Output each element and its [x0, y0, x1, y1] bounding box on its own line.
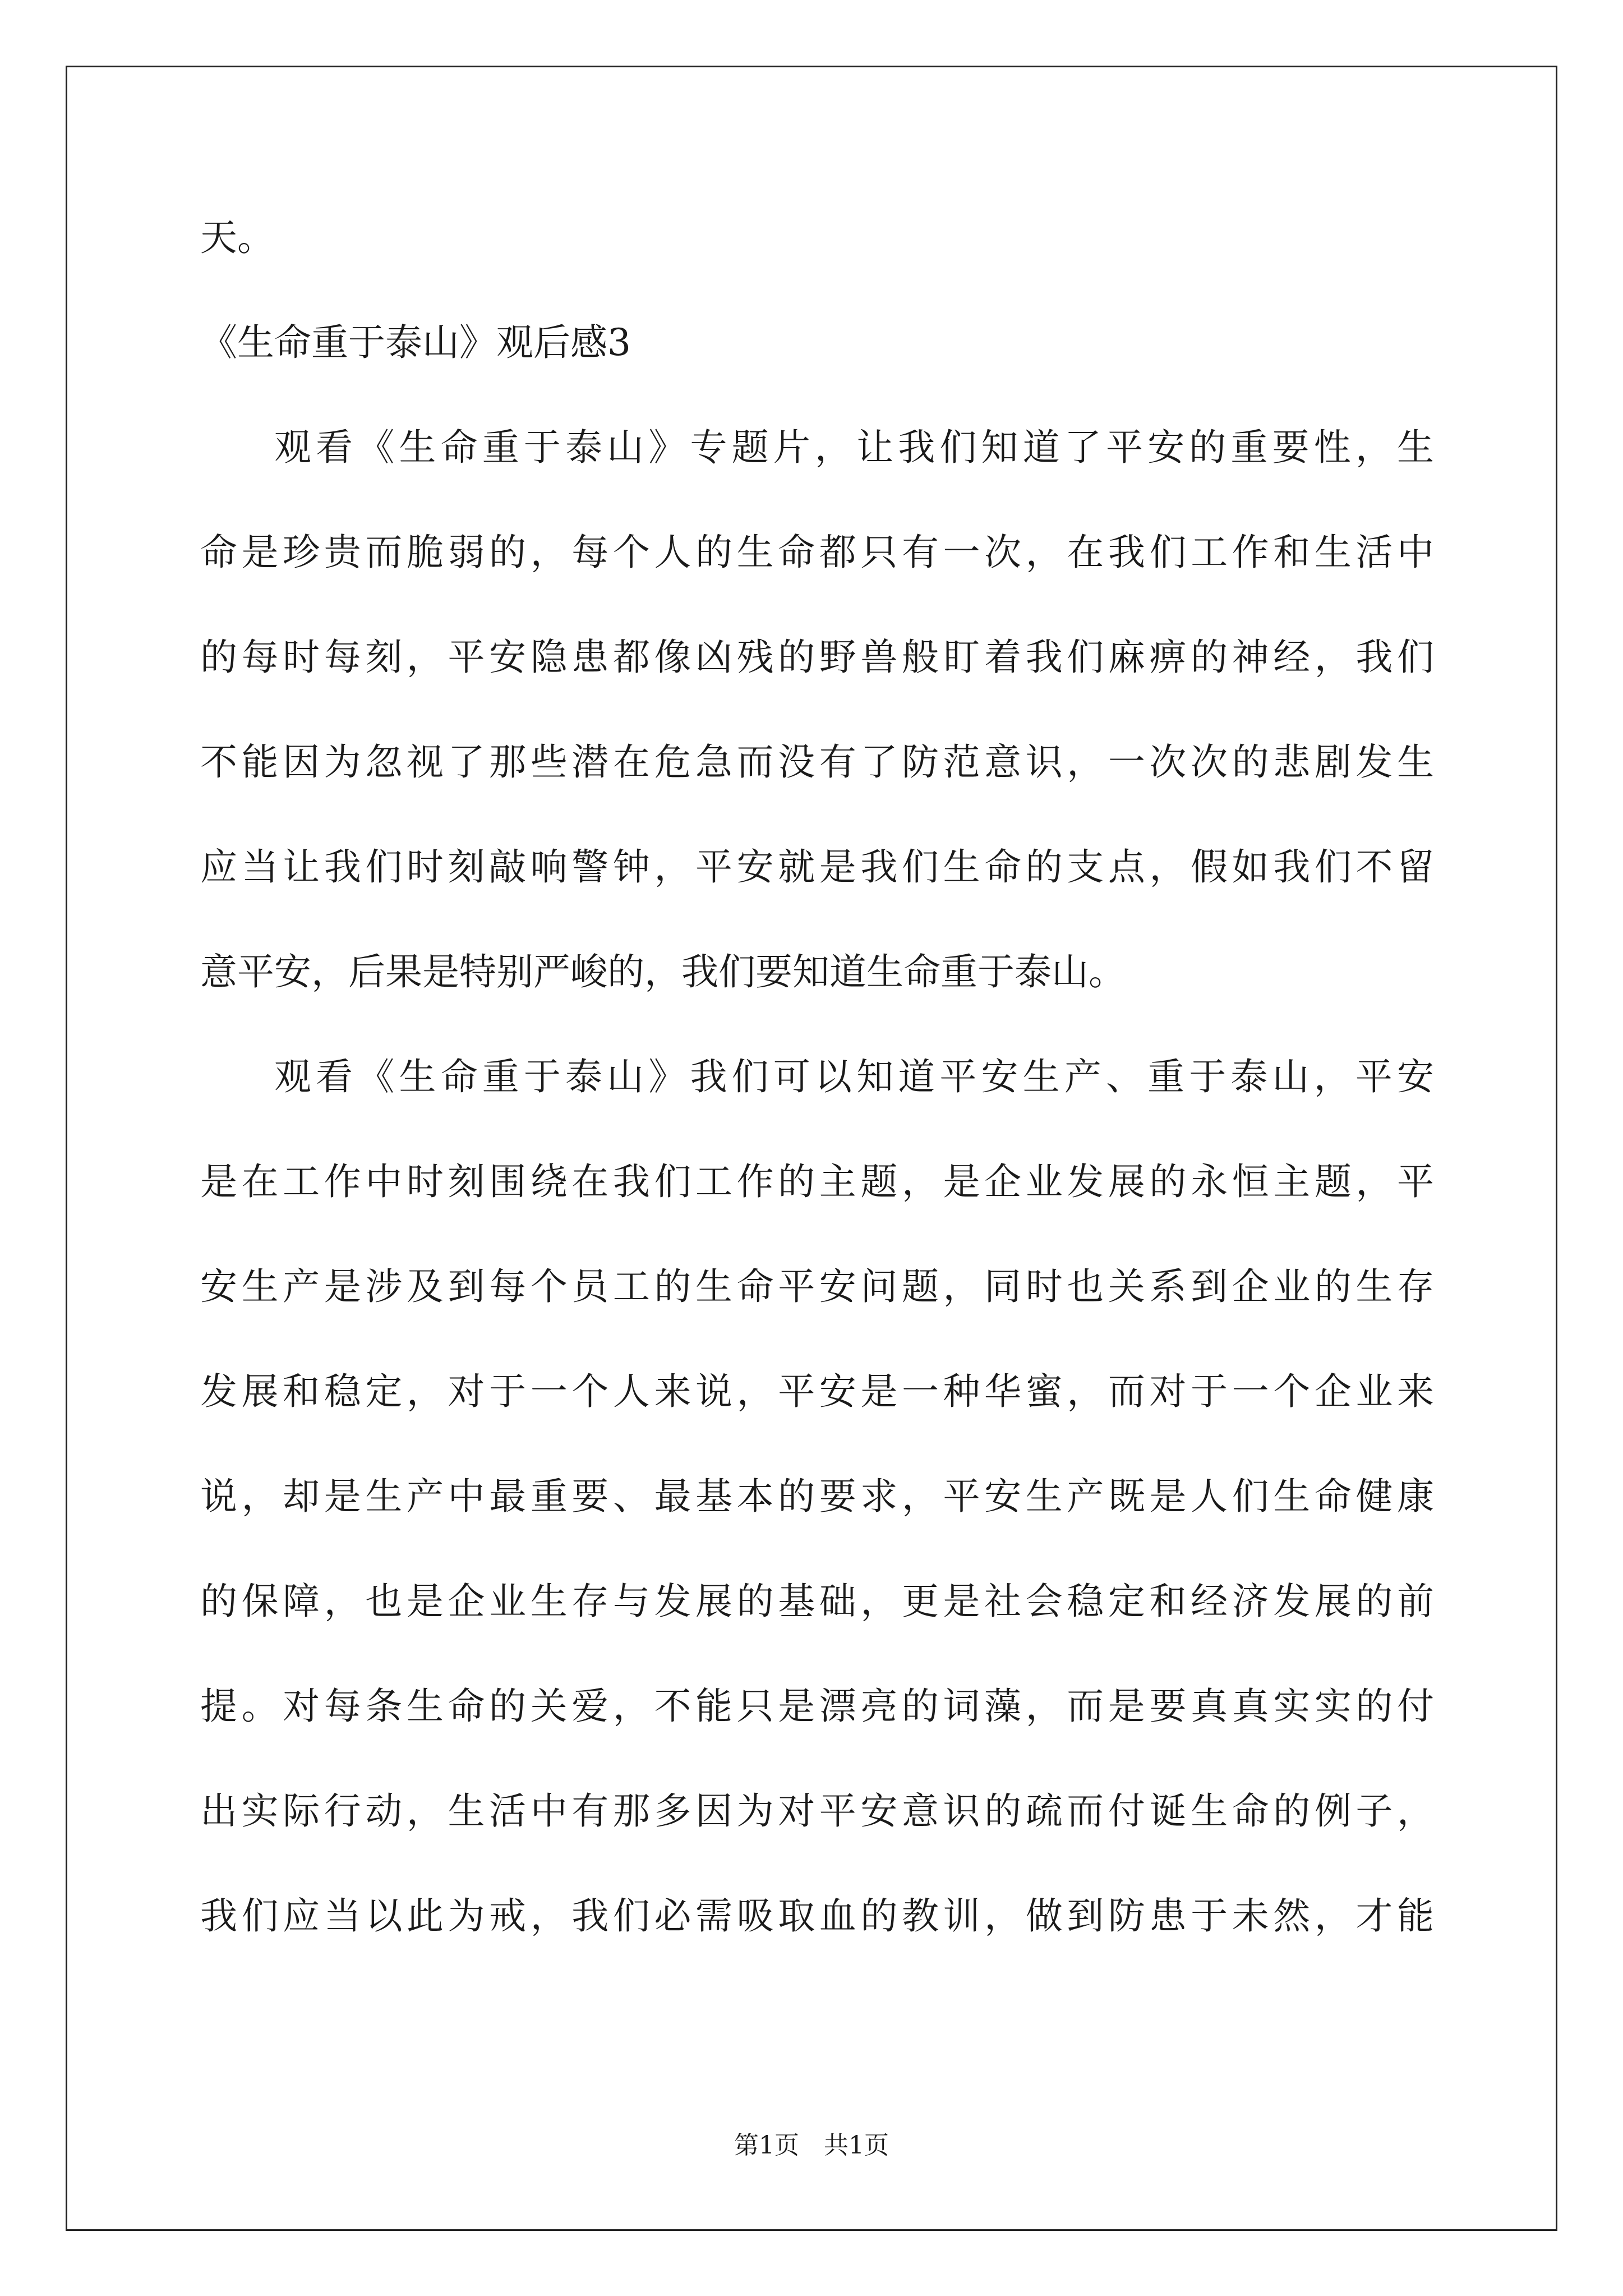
- paragraph-line: 发展和稳定，对于一个人来说，平安是一种华蜜，而对于一个企业来: [200, 1370, 1434, 1413]
- paragraph-line: 观看《生命重于泰山》我们可以知道平安生产、重于泰山，平安: [274, 1055, 1434, 1098]
- paragraph-line: 应当让我们时刻敲响警钟，平安就是我们生命的支点，假如我们不留: [200, 845, 1434, 889]
- paragraph-line: 是在工作中时刻围绕在我们工作的主题，是企业发展的永恒主题，平: [200, 1160, 1434, 1203]
- paragraph-line: 我们应当以此为戒，我们必需吸取血的教训，做到防患于未然，才能: [200, 1894, 1434, 1938]
- paragraph-line: 的保障，也是企业生存与发展的基础，更是社会稳定和经济发展的前: [200, 1580, 1434, 1623]
- paragraph-line: 说，却是生产中最重要、最基本的要求，平安生产既是人们生命健康: [200, 1475, 1434, 1518]
- essay-heading: 《生命重于泰山》观后感3: [200, 321, 631, 364]
- paragraph-line: 提。对每条生命的关爱，不能只是漂亮的词藻，而是要真真实实的付: [200, 1685, 1434, 1728]
- paragraph-line: 的每时每刻，平安隐患都像凶残的野兽般盯着我们麻痹的神经，我们: [200, 636, 1434, 679]
- paragraph-line: 意平安，后果是特别严峻的，我们要知道生命重于泰山。: [200, 950, 1126, 993]
- text-line: 天。: [200, 216, 274, 259]
- paragraph-line: 观看《生命重于泰山》专题片，让我们知道了平安的重要性，生: [274, 426, 1434, 469]
- paragraph-line: 命是珍贵而脆弱的，每个人的生命都只有一次，在我们工作和生活中: [200, 531, 1434, 574]
- paragraph-line: 出实际行动，生活中有那多因为对平安意识的疏而付诞生命的例子，: [200, 1789, 1434, 1833]
- paragraph-line: 安生产是涉及到每个员工的生命平安问题，同时也关系到企业的生存: [200, 1265, 1434, 1308]
- document-body: [200, 185, 1434, 1968]
- page-number-footer: 第1页 共1页: [734, 2131, 889, 2160]
- paragraph-line: 不能因为忽视了那些潜在危急而没有了防范意识，一次次的悲剧发生: [200, 740, 1434, 784]
